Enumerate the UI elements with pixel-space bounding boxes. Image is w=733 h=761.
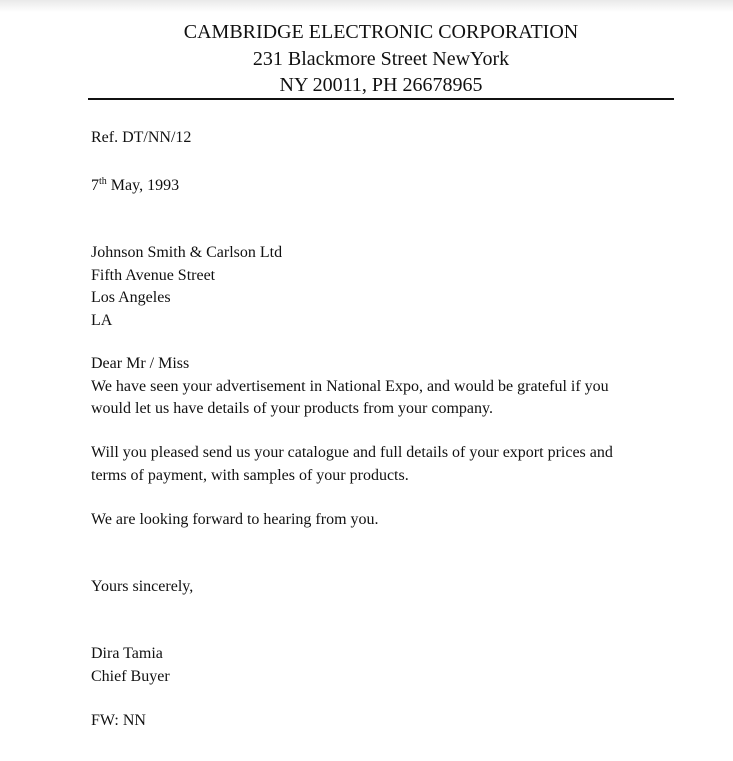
company-name: CAMBRIDGE ELECTRONIC CORPORATION [183,21,579,43]
recipient-street: Fifth Avenue Street [91,266,216,284]
reference-line: Ref. DT/NN/12 [91,129,192,146]
recipient-state: LA [91,311,113,329]
paragraph-1-line-1: We have seen your advertisement in National Expo, and would be grateful if you [91,377,609,395]
signatory-name: Dira Tamia [91,645,163,662]
date-day: 7 [91,177,99,194]
company-address-line1: 231 Blackmore Street NewYork [252,47,510,70]
paragraph-3: We are looking forward to hearing from you. [91,511,379,528]
recipient-address [91,242,282,332]
recipient-city: Los Angeles [91,289,171,306]
letterhead-divider [88,98,674,100]
paragraph-1-line-2: would let us have details of your products from your company. [91,400,493,417]
footer-reference: FW: NN [91,712,146,729]
letter-opening [91,353,609,421]
signatory-title: Chief Buyer [91,667,170,685]
paragraph-2-line-2: terms of payment, with samples of your products. [91,466,409,484]
paragraph-2-line-1: Will you pleased send us your catalogue and full details of your export prices and [91,444,613,461]
date-suffix: th [99,176,107,187]
date-rest: May, 1993 [106,177,180,194]
company-address-line2: NY 20011, PH 26678965 [279,74,483,96]
recipient-name: Johnson Smith & Carlson Ltd [91,244,283,261]
paragraph-2 [91,442,613,487]
salutation: Dear Mr / Miss [91,355,190,372]
signature-block [91,643,170,688]
date-line [91,175,179,198]
letterhead [88,19,674,99]
closing: Yours sincerely, [91,578,194,595]
